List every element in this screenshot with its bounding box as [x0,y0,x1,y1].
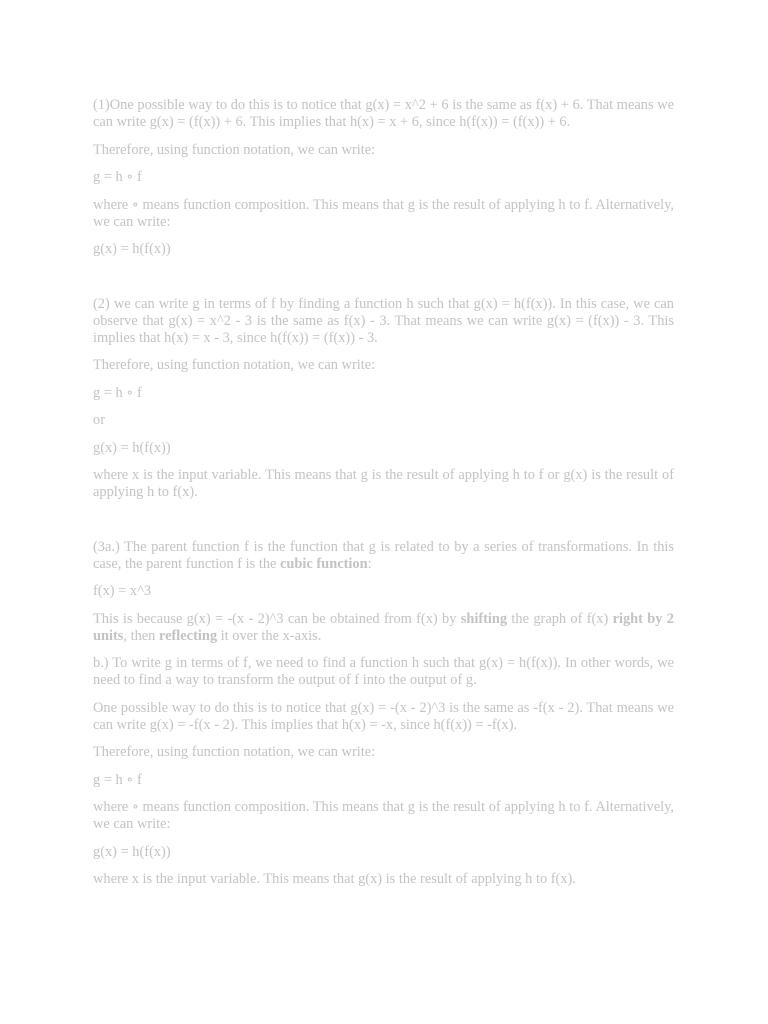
paragraph: Therefore, using function notation, we can write: [93,744,376,760]
paragraph: where x is the input variable. This means that g(x) is the result of applying h to f(x). [93,871,576,887]
paragraph [93,611,674,645]
equation-line: f(x) = x^3 [93,583,152,599]
text-run: This is because g(x) = -(x - 2)^3 can be obtained from f(x) by [93,610,461,627]
text-run: the graph of f(x) [507,610,613,627]
equation-line: g(x) = h(f(x)) [93,439,171,456]
text-run: : [367,555,372,572]
section-3 [93,539,674,889]
paragraph: One possible way to do this is to notice that g(x) = -(x - 2)^3 is the same as -f(x - 2). That means we can write g(x) = -f(x - 2). This implies that h(x) = -x, since h(f(x)) = -f(x). [93,699,674,733]
bold-text: right by 2 units [93,610,674,644]
paragraph: where ∘ means function composition. This means that g is the result of applying h to f. Alternatively, we can write: [93,799,674,832]
bold-text: reflecting [158,627,218,644]
paragraph: or [93,412,105,428]
section-1 [93,97,674,258]
paragraph: where ∘ means function composition. This means that g is the result of applying h to f. Alternatively, we can write: [93,196,674,230]
text-run: it over the x-axis. [217,627,322,644]
paragraph: b.) To write g in terms of f, we need to find a function h such that g(x) = h(f(x)). In other words, we need to find a way to transform the output of f into the output of g. [93,655,674,688]
equation-line: g(x) = h(f(x)) [93,843,171,860]
section-2 [93,296,674,502]
paragraph: where x is the input variable. This means that g is the result of applying h to f or g(x) is the result of applying h to f(x). [93,467,674,500]
bold-text: shifting [460,610,508,627]
section-spacer [93,269,674,296]
section-spacer [93,512,674,539]
paragraph: Therefore, using function notation, we can write: [93,357,376,373]
paragraph [93,539,674,573]
equation-line: g = h ∘ f [93,771,142,788]
paragraph: (1)One possible way to do this is to notice that g(x) = x^2 + 6 is the same as f(x) + 6. That means we can write g(x) = (f(x)) + 6. This implies that h(x) = x + 6, since h(f(x)) = (f(x)) + 6. [93,97,674,130]
equation-line: g = h ∘ f [93,169,142,185]
text-run: , then [123,627,159,644]
equation-line: g = h ∘ f [93,384,142,401]
text-run: (3a.) The parent function f is the function that g is related to by a series of transformations. In this case, the parent function f is the [93,538,674,572]
paragraph: (2) we can write g in terms of f by finding a function h such that g(x) = h(f(x)). In this case, we can observe that g(x) = x^2 - 3 is the same as f(x) - 3. That means we can write g(x) = (f(x)) - 3. This implies that h(x) = x - 3, since h(f(x)) = (f(x)) - 3. [93,295,674,346]
paragraph: Therefore, using function notation, we can write: [93,141,376,158]
document-page [93,97,674,899]
equation-line: g(x) = h(f(x)) [93,241,171,257]
bold-text: cubic function [280,555,368,572]
